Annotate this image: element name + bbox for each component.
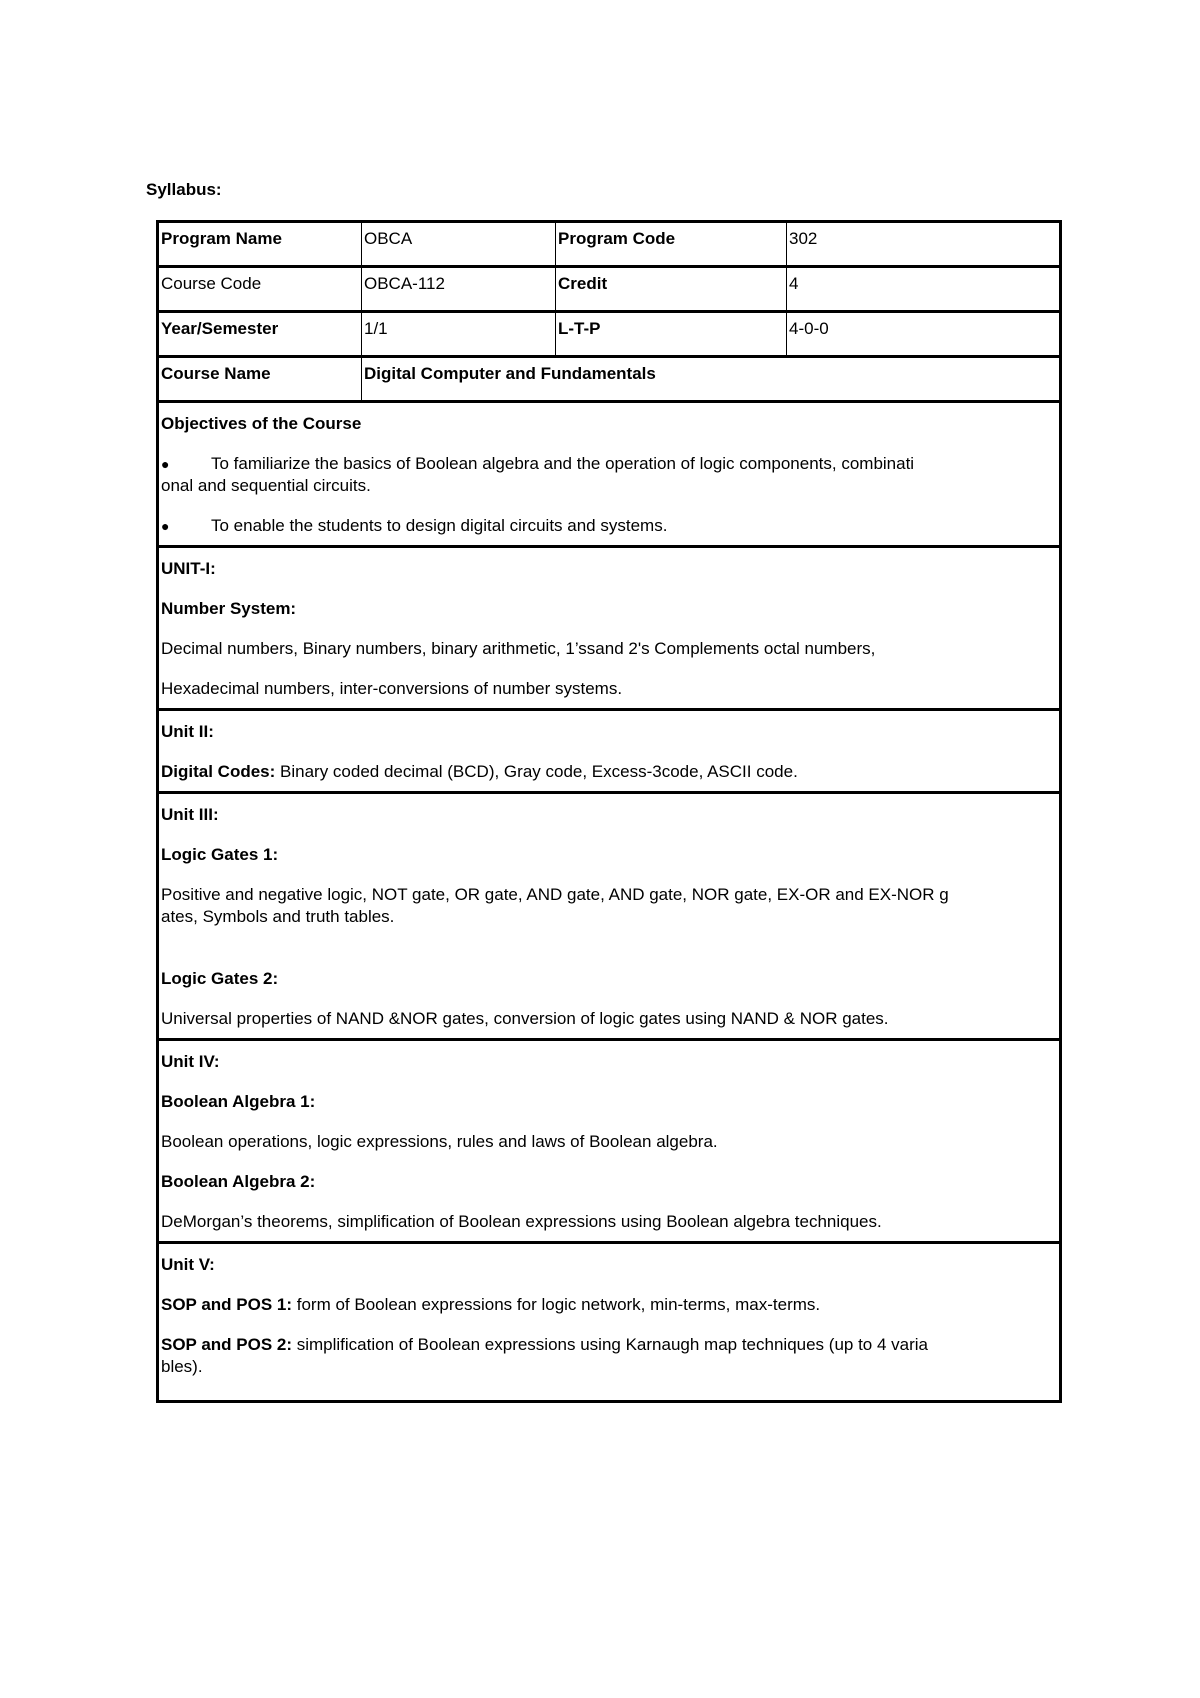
unit-title: Unit III: [161,805,219,824]
unit-subtitle: Digital Codes: [161,762,276,781]
unit-text-continued: bles). [161,1357,203,1376]
unit-subtitle: SOP and POS 1: [161,1295,293,1314]
objective-text: To enable the students to design digital circuits and systems. [211,516,668,535]
unit-text: Positive and negative logic, NOT gate, OR gate, AND gate, AND gate, NOR gate, EX-OR and EX-NOR g [161,885,949,904]
info-row-course [159,268,1059,313]
credit-label: Credit [555,268,786,310]
objective-text: To familiarize the basics of Boolean algebra and the operation of logic components, combinati [211,454,915,473]
unit-title: Unit IV: [161,1052,220,1071]
unit-text-body: form of Boolean expressions for logic network, min-terms, max-terms. [292,1295,821,1314]
ltp-label: L-T-P [555,313,786,355]
year-semester-label: Year/Semester [161,319,279,338]
objectives-title: Objectives of the Course [161,414,362,433]
objective-item [161,497,1057,537]
course-code-value: OBCA-112 [361,268,555,310]
unit-title: UNIT-I: [161,559,216,578]
unit-text: Boolean operations, logic expressions, rules and laws of Boolean algebra. [161,1132,718,1151]
info-row-year [159,313,1059,358]
year-semester-value: 1/1 [361,313,555,355]
program-code-value: 302 [786,223,1059,265]
bullet-icon: ● [161,518,170,534]
spacer [161,928,1057,962]
unit-subtitle: Logic Gates 2: [161,969,279,988]
objectives-section [159,403,1059,548]
unit-text: DeMorgan’s theorems, simplification of Boolean expressions using Boolean algebra techniques. [161,1212,882,1231]
info-row-program [159,223,1059,268]
unit-subtitle: SOP and POS 2: [161,1335,293,1354]
unit-subtitle: Boolean Algebra 2: [161,1172,316,1191]
info-row-course-name [159,358,1059,403]
unit-text [161,743,1057,783]
course-name-label: Course Name [161,364,271,383]
unit-2-section [159,711,1059,794]
ltp-value: 4-0-0 [786,313,1059,355]
syllabus-table [156,220,1062,1403]
unit-text: Decimal numbers, Binary numbers, binary arithmetic, 1’ssand 2's Complements octal numbers, [161,639,876,658]
unit-title: Unit II: [161,722,214,741]
credit-value: 4 [786,268,1059,310]
unit-5-section [159,1244,1059,1400]
unit-text-continued: ates, Symbols and truth tables. [161,907,395,926]
objective-item [161,435,1057,475]
unit-text: Hexadecimal numbers, inter-conversions of number systems. [161,679,623,698]
unit-subtitle: Logic Gates 1: [161,845,279,864]
unit-text: Universal properties of NAND &NOR gates, conversion of logic gates using NAND & NOR gates. [161,1009,889,1028]
unit-subtitle: Number System: [161,599,297,618]
unit-4-section [159,1041,1059,1244]
objective-text-continued: onal and sequential circuits. [161,476,371,495]
unit-subtitle: Boolean Algebra 1: [161,1092,316,1111]
course-name-value: Digital Computer and Fundamentals [361,358,1059,400]
unit-title: Unit V: [161,1255,215,1274]
program-name-label: Program Name [161,229,282,248]
program-code-label: Program Code [555,223,786,265]
unit-3-section [159,794,1059,1041]
unit-1-section [159,548,1059,711]
program-name-value: OBCA [361,223,555,265]
unit-text [161,1316,1057,1356]
unit-text-body: Binary coded decimal (BCD), Gray code, Excess-3code, ASCII code. [275,762,798,781]
unit-text [161,1276,1057,1316]
course-code-label: Course Code [161,274,262,293]
unit-text-body: simplification of Boolean expressions using Karnaugh map techniques (up to 4 varia [292,1335,928,1354]
page-heading: Syllabus: [146,180,222,199]
bullet-icon: ● [161,456,170,472]
